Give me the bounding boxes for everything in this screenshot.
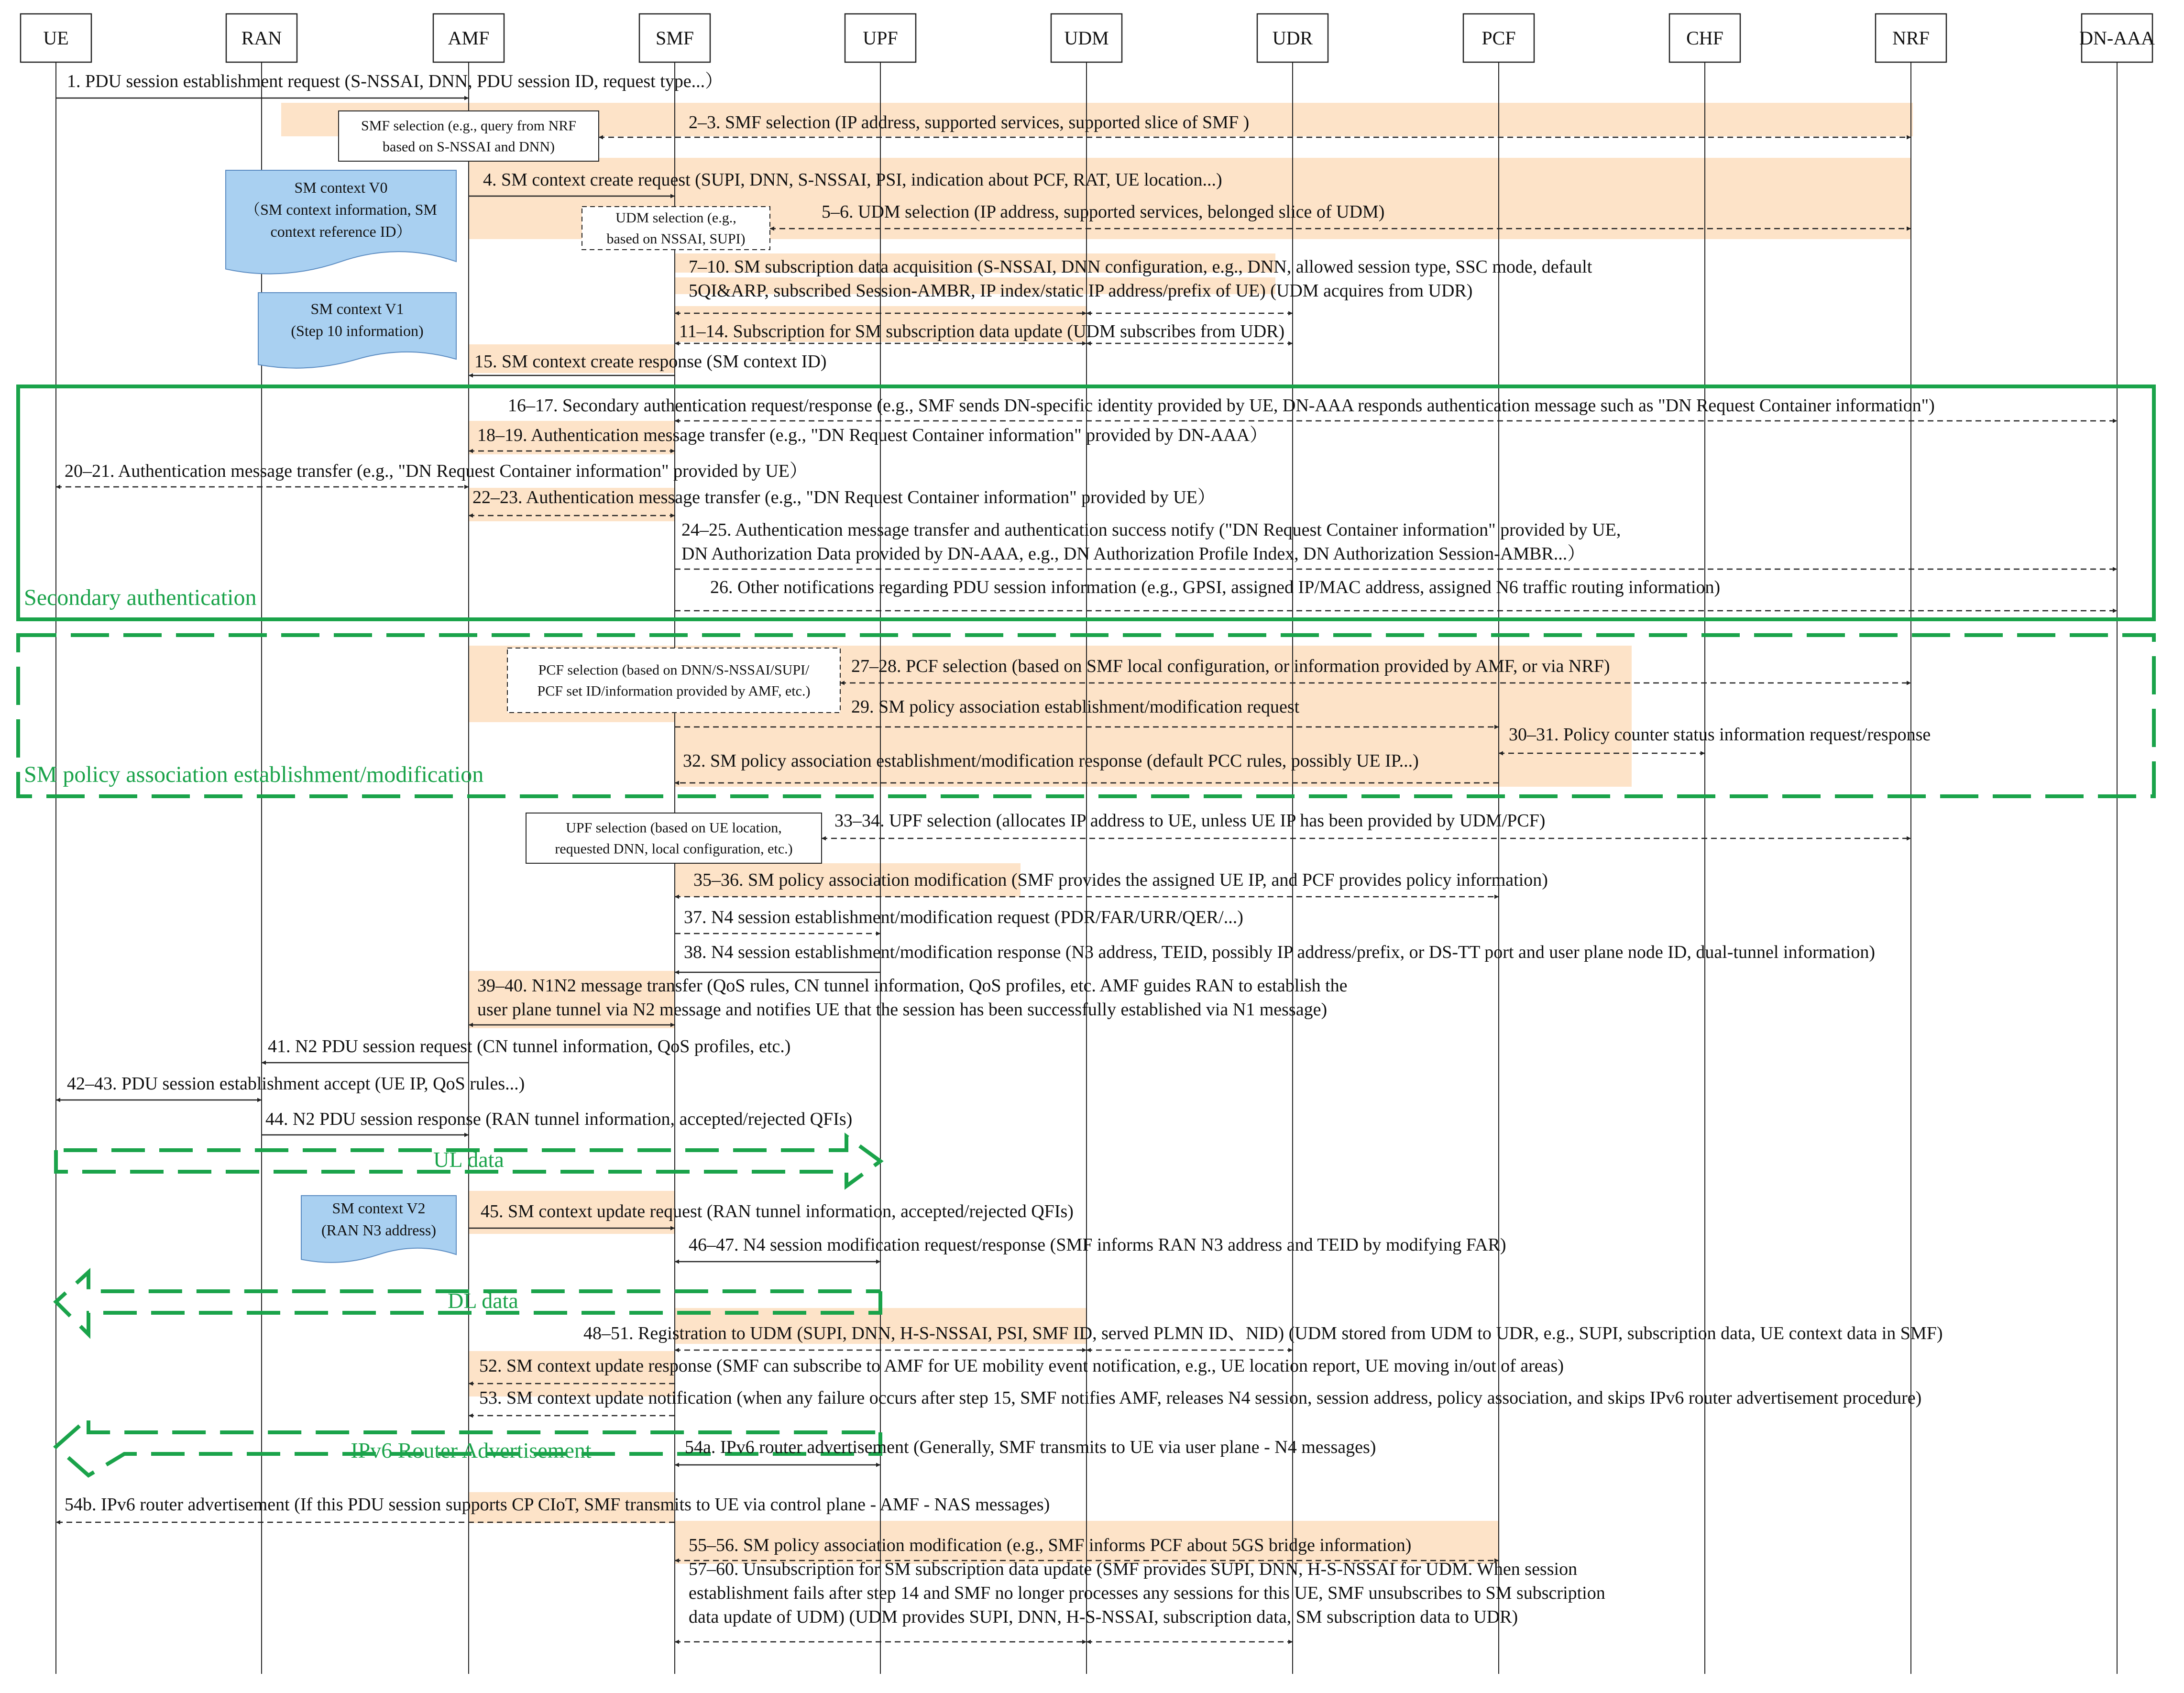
message-m2-label: 2–3. SMF selection (IP address, supported services, supported slice of SMF ) bbox=[689, 112, 1250, 132]
sm-context-text: SM context V2 bbox=[332, 1199, 426, 1217]
message-m55-label: 55–56. SM policy association modification (e.g., SMF informs PCF about 5GS bridge information) bbox=[689, 1535, 1412, 1555]
message-m37-label: 37. N4 session establishment/modification request (PDR/FAR/URR/QER/...) bbox=[684, 907, 1243, 927]
message-m46-label: 46–47. N4 session modification request/response (SMF informs RAN N3 address and TEID by modifying FAR) bbox=[689, 1235, 1506, 1255]
message-m45-label: 45. SM context update request (RAN tunnel information, accepted/rejected QFIs) bbox=[481, 1201, 1074, 1221]
message-m33-label: 33–34. UPF selection (allocates IP address to UE, unless UE IP has been provided by UDM/PCF) bbox=[834, 811, 1546, 831]
message-m53-label: 53. SM context update notification (when any failure occurs after step 15, SMF notifies AMF, releases N4 session, session address, policy association, and skips IPv6 router advertisement procedure) bbox=[479, 1388, 1922, 1408]
message-m15-label: 15. SM context create response (SM context ID) bbox=[474, 352, 827, 372]
message-m54b-label: 54b. IPv6 router advertisement (If this PDU session supports CP CIoT, SMF transmits to UE via control plane - AMF - NAS messages) bbox=[65, 1495, 1050, 1515]
entity-label-amf: AMF bbox=[448, 27, 490, 49]
entity-label-udm: UDM bbox=[1064, 27, 1109, 49]
message-m57-label: establishment fails after step 14 and SMF no longer processes any sessions for this UE, SMF unsubscribes to SM subscription bbox=[689, 1583, 1605, 1603]
group-label: SM policy association establishment/modification bbox=[24, 762, 484, 787]
message-m20-label: 20–21. Authentication message transfer (e.g., "DN Request Container information" provided by UE） bbox=[65, 461, 808, 481]
message-m7-label: 7–10. SM subscription data acquisition (S-NSSAI, DNN configuration, e.g., DNN, allowed session type, SSC mode, default bbox=[689, 257, 1592, 277]
entity-label-smf: SMF bbox=[655, 27, 694, 49]
message-m22-label: 22–23. Authentication message transfer (e.g., "DN Request Container information" provided by UE） bbox=[472, 487, 1216, 507]
message-m24-label: DN Authorization Data provided by DN-AAA, e.g., DN Authorization Profile Index, DN Authorization Session-AMBR...） bbox=[681, 544, 1586, 564]
selection-note-text: based on NSSAI, SUPI) bbox=[606, 231, 746, 247]
sm-context-text: SM context V0 bbox=[294, 179, 388, 197]
message-m48-label: 48–51. Registration to UDM (SUPI, DNN, H-S-NSSAI, PSI, SMF ID, served PLMN ID、NID) (UDM stored from UDM to UDR, e.g., SUPI, subscription data, UE context data in SMF) bbox=[583, 1323, 1943, 1343]
message-m11-label: 11–14. Subscription for SM subscription data update (UDM subscribes from UDR) bbox=[679, 321, 1285, 341]
message-m57-label: 57–60. Unsubscription for SM subscription data update (SMF provides SUPI, DNN, H-S-NSSAI for UDM. When session bbox=[689, 1559, 1578, 1579]
entity-label-dn-aaa: DN-AAA bbox=[2079, 27, 2155, 49]
flow-label: IPv6 Router Advertisement bbox=[351, 1438, 592, 1462]
sm-context-text: context reference ID） bbox=[270, 223, 412, 241]
message-m44-label: 44. N2 PDU session response (RAN tunnel information, accepted/rejected QFIs) bbox=[265, 1109, 853, 1129]
selection-note-text: based on S-NSSAI and DNN) bbox=[383, 139, 555, 155]
entity-label-upf: UPF bbox=[863, 27, 898, 49]
selection-note-text: PCF selection (based on DNN/S-NSSAI/SUPI/ bbox=[538, 662, 810, 678]
message-m24-label: 24–25. Authentication message transfer and authentication success notify ("DN Request Container information" provided by UE, bbox=[681, 520, 1621, 540]
message-m32-label: 32. SM policy association establishment/modification response (default PCC rules, possibly UE IP...) bbox=[683, 751, 1419, 771]
message-m52-label: 52. SM context update response (SMF can subscribe to AMF for UE mobility event notification, e.g., UE location report, UE moving in/out of areas) bbox=[479, 1356, 1564, 1376]
selection-note-text: UDM selection (e.g., bbox=[615, 210, 736, 226]
message-m39-label: 39–40. N1N2 message transfer (QoS rules, CN tunnel information, QoS profiles, etc. AMF guides RAN to establish the bbox=[477, 976, 1348, 996]
message-m35-label: 35–36. SM policy association modification (SMF provides the assigned UE IP, and PCF provides policy information) bbox=[693, 870, 1548, 890]
message-m41-label: 41. N2 PDU session request (CN tunnel information, QoS profiles, etc.) bbox=[268, 1036, 791, 1056]
message-m54a-label: 54a. IPv6 router advertisement (Generally, SMF transmits to UE via user plane - N4 messages) bbox=[685, 1437, 1376, 1457]
message-m30-label: 30–31. Policy counter status information request/response bbox=[1509, 725, 1931, 745]
message-m18-label: 18–19. Authentication message transfer (e.g., "DN Request Container information" provided by DN-AAA） bbox=[477, 425, 1268, 445]
context-shapes bbox=[226, 170, 456, 1263]
sm-context-text: (Step 10 information) bbox=[291, 322, 424, 340]
message-m39-label: user plane tunnel via N2 message and notifies UE that the session has been successfully established via N1 message) bbox=[477, 1000, 1328, 1020]
entity-headers bbox=[21, 14, 2155, 62]
entity-label-pcf: PCF bbox=[1482, 27, 1516, 49]
selection-note-text: SMF selection (e.g., query from NRF bbox=[361, 118, 576, 134]
selection-note-text: PCF set ID/information provided by AMF, etc.) bbox=[537, 683, 811, 699]
entity-label-udr: UDR bbox=[1272, 27, 1313, 49]
message-m42-label: 42–43. PDU session establishment accept (UE IP, QoS rules...) bbox=[67, 1074, 525, 1094]
selection-note-text: requested DNN, local configuration, etc.) bbox=[555, 841, 793, 857]
flow-label: DL data bbox=[448, 1288, 518, 1313]
sm-context-text: （SM context information, SM bbox=[245, 201, 437, 219]
message-m16-label: 16–17. Secondary authentication request/response (e.g., SMF sends DN-specific identity provided by UE, DN-AAA responds authentication message such as "DN Request Container information") bbox=[508, 396, 1935, 416]
message-m5-label: 5–6. UDM selection (IP address, supported services, belonged slice of UDM) bbox=[822, 202, 1385, 222]
message-m57-label: data update of UDM) (UDM provides SUPI, DNN, H-S-NSSAI, subscription data, SM subscription data to UDR) bbox=[689, 1607, 1518, 1627]
message-m38-label: 38. N4 session establishment/modification response (N3 address, TEID, possibly IP address/prefix, or DS-TT port and user plane node ID, dual-tunnel information) bbox=[684, 942, 1875, 962]
selection-note bbox=[507, 648, 840, 713]
selection-note-text: UPF selection (based on UE location, bbox=[566, 820, 782, 836]
flow-label: UL data bbox=[433, 1147, 504, 1172]
message-m1-label: 1. PDU session establishment request (S-NSSAI, DNN, PDU session ID, request type...） bbox=[67, 71, 724, 91]
entity-label-chf: CHF bbox=[1686, 27, 1723, 49]
sm-context-text: SM context V1 bbox=[310, 300, 404, 318]
message-m4-label: 4. SM context create request (SUPI, DNN, S-NSSAI, PSI, indication about PCF, RAT, UE location...) bbox=[483, 170, 1222, 190]
entity-label-ran: RAN bbox=[241, 27, 282, 49]
group-label: Secondary authentication bbox=[24, 585, 257, 610]
message-m7-label: 5QI&ARP, subscribed Session-AMBR, IP index/static IP address/prefix of UE) (UDM acquires from UDR) bbox=[689, 281, 1473, 301]
entity-label-ue: UE bbox=[43, 27, 69, 49]
sm-context-text: (RAN N3 address) bbox=[321, 1221, 436, 1239]
message-m27-label: 27–28. PCF selection (based on SMF local configuration, or information provided by AMF, or via NRF) bbox=[851, 656, 1610, 676]
entity-label-nrf: NRF bbox=[1892, 27, 1930, 49]
message-m26-label: 26. Other notifications regarding PDU session information (e.g., GPSI, assigned IP/MAC address, assigned N6 traffic routing information) bbox=[710, 577, 1721, 597]
message-m29-label: 29. SM policy association establishment/modification request bbox=[851, 697, 1300, 717]
